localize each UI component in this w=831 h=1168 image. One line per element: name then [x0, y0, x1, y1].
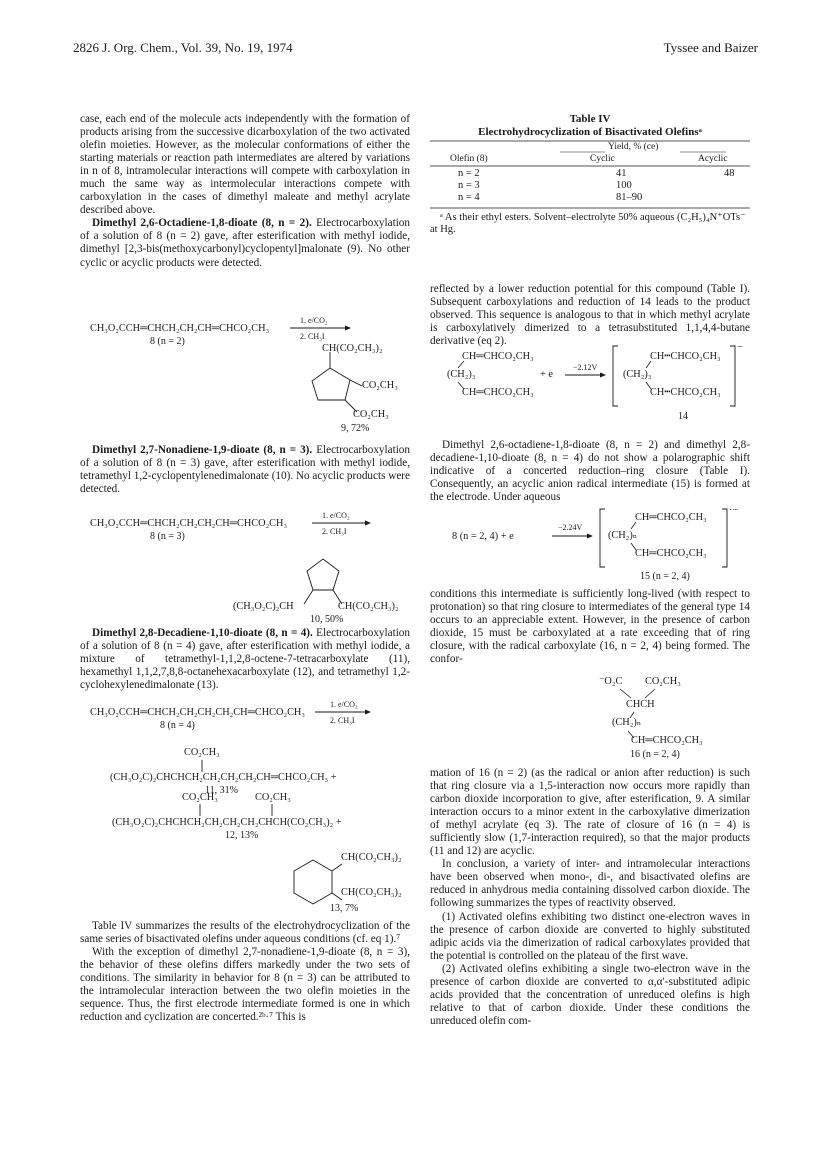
product-10-substituent: (CH₃O₂C)₂CH: [233, 601, 294, 612]
reaction-2-condition-bottom: 2. CH₃I: [322, 527, 347, 536]
paragraph: In conclusion, a variety of inter- and intramolecular interactions have been observed when mono-, di-, and bisactivated olefins are reduced in anhydrous media containing dissolved carbon dioxide. The following summarizes the types of reactivity observed.: [430, 858, 750, 910]
cyclopentane-ring: [312, 368, 350, 400]
table-row: [430, 192, 750, 204]
reaction-3-label: 8 (n = 4): [160, 720, 195, 731]
product-9-substituent: CH(CO₂CH₃)₂: [322, 343, 383, 354]
section-heading: Dimethyl 2,7-Nonadiene-1,9-dioate (8, n = 3).: [92, 444, 313, 456]
product-12-formula: (CH₃O₂C)₂CHCHCH₂CH₂CH₂CH₂CHCH(CO₂CH₃)₂ +: [112, 817, 342, 828]
product-9-substituent: CO₂CH₃: [362, 380, 398, 391]
structure-16-ester: CO₂CH₃: [645, 676, 681, 687]
table-iv: [430, 113, 750, 236]
table-cell: 81–90: [616, 192, 643, 203]
structure-16-carboxylate: ⁻O₂C: [599, 676, 623, 687]
reaction-2-reactant: CH₃O₂CCH═CHCH₂CH₂CH₂CH═CHCO₂CH₃: [90, 518, 288, 529]
paragraph: With the exception of dimethyl 2,7-nonadiene-1,9-dioate (8, n = 3), the behavior of these olefins differs markedly under the two sets of conditions. The similarity in behavior for 8 (n = 3) can be attributed to the intramolecular interaction between the two olefin moieties in the sequence. Thus, the first electrode intermediate formed is one in which reduction and cyclization are concerted.²ᵇ·⁷ This is: [80, 946, 410, 1024]
reaction-1-condition-bottom: 2. CH₃I: [300, 332, 325, 341]
paragraph: mation of 16 (n = 2) (as the radical or anion after reduction) is such that ring closure via a 1,5-interaction now occurs more rapidly than carbon dioxide incorporation to give, after esterification, 9. A similar interaction occurs to a minor extent in the carboxylative dimerization of methyl acrylate (eq 3). The rate of closure of 16 (n = 4) is sufficiently slow (1,7-interaction required), so that the major products (11 and 12) are acyclic.: [430, 767, 750, 858]
eq2-product-top: CH┅CHCO₂CH₃: [650, 351, 721, 362]
product-11-formula: (CH₃O₂C)₂CHCHCH₂CH₂CH₂CH₂CH═CHCO₂CH₃ +: [110, 772, 337, 783]
product-10-label: 10, 50%: [310, 614, 344, 625]
left-column-section-3: [80, 627, 410, 692]
table-cell: n = 4: [458, 192, 480, 203]
reaction-2-label: 8 (n = 3): [150, 531, 185, 542]
table-title: Table IV: [569, 113, 611, 125]
running-header-left: 2826 J. Org. Chem., Vol. 39, No. 19, 1974: [73, 40, 293, 55]
right-column-paragraph: [430, 588, 750, 666]
reaction-2-condition-top: 1. e/CO₂: [322, 511, 350, 520]
product-13-substituent: CH(CO₂CH₃)₂: [341, 852, 402, 863]
reaction-1-reactant: CH₃O₂CCH═CHCH₂CH₂CH═CHCO₂CH₃: [90, 323, 270, 334]
table-footnote: ᵃ As their ethyl esters. Solvent–electrolyte 50% aqueous (C₂H₅)₄N⁺OTs⁻ at Hg.: [430, 212, 746, 235]
structure-16-core: CHCH: [626, 699, 655, 710]
table-subtitle: Electrohydrocyclization of Bisactivated Olefinsᵃ: [478, 126, 702, 138]
table-row: [430, 168, 750, 180]
product-11-substituent: CO₂CH₃: [184, 747, 220, 758]
eq2-electron: + e: [540, 369, 553, 380]
paragraph: case, each end of the molecule acts independently with the formation of products arising from the successive dicarboxylation of the two activated olefin moieties. However, as the molecular conformations of either the starting materials or reaction path intermediates are altered by variations in n of 8, intramolecular interactions will compete with carboxylation in much the same way as intermolecular interactions compete with carboxylation in the cases of dimethyl maleate and methyl acrylate described above.: [80, 113, 410, 217]
section-heading: Dimethyl 2,8-Decadiene-1,10-dioate (8, n = 4).: [92, 627, 313, 639]
paragraph: Table IV summarizes the results of the electrohydrocyclization of the same series of bisactivated olefins under aqueous conditions (cf. eq 1).⁷: [80, 920, 410, 946]
paragraph-body: Electrocarboxylation of a solution of 8 (n = 2) gave, after esterification with methyl iodide, dimethyl [2,3-bis(methoxycarbonyl)cyclopentyl]malonate (9). No other cyclic or acyclic products were detected.: [80, 217, 410, 269]
eq2-reactant-top: CH═CHCO₂CH₃: [462, 351, 534, 362]
reaction-arrow: [290, 326, 351, 331]
structure-16-label: 16 (n = 2, 4): [630, 749, 680, 760]
eq2-reactant-chain: (CH₂)₃: [447, 369, 476, 380]
eq3-potential: −2.24V: [558, 523, 583, 532]
eq3-label: 15 (n = 2, 4): [640, 571, 690, 582]
reaction-3-condition-bottom: 2. CH₃I: [330, 716, 355, 725]
reaction-1-condition-top: 1. e/CO₂: [300, 316, 328, 325]
paragraph: [80, 627, 410, 692]
product-9-substituent: CO₂CH₃: [353, 409, 389, 420]
right-column-paragraph: [430, 439, 750, 504]
reaction-1-label: 8 (n = 2): [150, 336, 185, 347]
eq3-reactant: 8 (n = 2, 4) + e: [452, 531, 514, 542]
left-column-section-2: [80, 444, 410, 496]
eq2-product-bottom: CH┅CHCO₂CH₃: [650, 387, 721, 398]
reaction-3-reactant: CH₃O₂CCH═CHCH₂CH₂CH₂CH₂CH═CHCO₂CH₃: [90, 707, 305, 718]
cyclopentane-ring: [307, 559, 339, 590]
eq2-label: 14: [678, 411, 688, 422]
reaction-3-condition-top: 1. e/CO₂: [330, 700, 358, 709]
reaction-arrow: [552, 534, 593, 539]
cyclohexane-ring: [294, 860, 332, 904]
product-9-label: 9, 72%: [341, 423, 370, 434]
product-13-substituent: CH(CO₂CH₃)₂: [341, 887, 402, 898]
table-cell: [720, 192, 750, 204]
table-cell: 41: [616, 168, 627, 179]
left-column-bottom: [80, 920, 410, 1024]
table-cell: n = 2: [458, 168, 480, 179]
paragraph: (2) Activated olefins exhibiting a single two-electron wave in the presence of carbon dioxide are converted to α,α′-substituted adipic acids provided that the concentration of unreduced olefins is high relative to that of carbon dioxide. Under these conditions the unreduced olefin com-: [430, 962, 750, 1027]
eq2-potential: −2.12V: [573, 363, 598, 372]
structure-16-olefin: CH═CHCO₂CH₃: [631, 735, 703, 746]
right-column-top: [430, 283, 750, 348]
eq3-product-bottom: CH═CHCO₂CH₃: [635, 548, 707, 559]
structure-16-chain: (CH₂)ₙ: [612, 717, 642, 728]
paragraph: [80, 444, 410, 496]
paragraph: conditions this intermediate is sufficiently long-lived (with respect to protonation) so that ring closure to intermediates of the general type 14 occurs to an appreciable extent. However, in the presence of carbon dioxide, 15 must be carboxylated at a rate exceeding that of ring closure, with the radical carboxylate (16, n = 2, 4) being formed. The confor-: [430, 588, 750, 666]
table-col-header: Acyclic: [698, 154, 728, 164]
table-cell: 100: [616, 180, 632, 191]
table-cell: n = 3: [458, 180, 480, 191]
running-header-right: Tyssee and Baizer: [663, 40, 758, 55]
eq3-charge: ·−: [729, 505, 739, 516]
product-12-substituent: CO₂CH₃: [182, 792, 218, 803]
table-row: [430, 180, 750, 192]
eq2-reactant-bottom: CH═CHCO₂CH₃: [462, 387, 534, 398]
table-col-header: Olefin (8): [450, 154, 488, 164]
section-heading: Dimethyl 2,6-Octadiene-1,8-dioate (8, n = 2).: [92, 217, 312, 230]
table-col-header: Cyclic: [590, 154, 615, 164]
paragraph: reflected by a lower reduction potential for this compound (Table I). Subsequent carboxylations and reduction of 14 leads to the product observed. This sequence is analogous to that in which methyl acrylate is carboxylatively dimerized to a tetrasubstituted 1,1,4,4-butane derivative (eq 2).: [430, 283, 750, 348]
product-11-label: 11, 31%: [205, 785, 238, 796]
table-body: [430, 168, 750, 204]
table-span-header: Yield, % (ce): [608, 142, 659, 152]
product-12-substituent: CO₂CH₃: [255, 792, 291, 803]
paragraph-body: Electrocarboxylation of a solution of 8 (n = 3) gave, after esterification with methyl iodide, tetramethyl 1,2-cyclopentylenedimalonate (10). No acyclic products were detected.: [80, 444, 410, 496]
product-12-label: 12, 13%: [225, 830, 259, 841]
paragraph: Dimethyl 2,6-octadiene-1,8-dioate (8, n = 2) and dimethyl 2,8-decadiene-1,10-dioate (8, n = 4) do not show a polarographic shift indicative of a concerted reduction–ring closure (Table I). Consequently, an acyclic anion radical intermediate (15) is formed at the electrode. Under aqueous: [430, 439, 750, 504]
product-13-label: 13, 7%: [330, 903, 359, 914]
eq2-charge: −: [737, 342, 743, 353]
table-header: [430, 139, 750, 165]
paragraph: (1) Activated olefins exhibiting two distinct one-electron waves in the presence of carbon dioxide are converted to highly substituted adipic acids via the dimerization of radical carboxylates provided that the potential is controlled on the plateau of the first wave.: [430, 910, 750, 962]
table-cell: 48: [724, 168, 735, 179]
paragraph-body: Electrocarboxylation of a solution of 8 (n = 4) gave, after esterification with methyl iodide, a mixture of tetramethyl-1,1,2,8-octene-7-tetracarboxylate (11), hexamethyl 1,1,2,7,8,8-octanehexacarboxylate (12), and tetramethyl 1,2-cyclohexylenedimalonate (13).: [80, 627, 410, 692]
product-10-substituent: CH(CO₂CH₃)₂: [338, 601, 399, 612]
right-column-bottom: [430, 767, 750, 1028]
eq2-product-chain: (CH₂)₃: [623, 369, 652, 380]
table-cell: [720, 180, 750, 192]
eq3-product-top: CH═CHCO₂CH₃: [635, 512, 707, 523]
eq3-product-chain: (CH₂)ₙ: [608, 530, 638, 541]
